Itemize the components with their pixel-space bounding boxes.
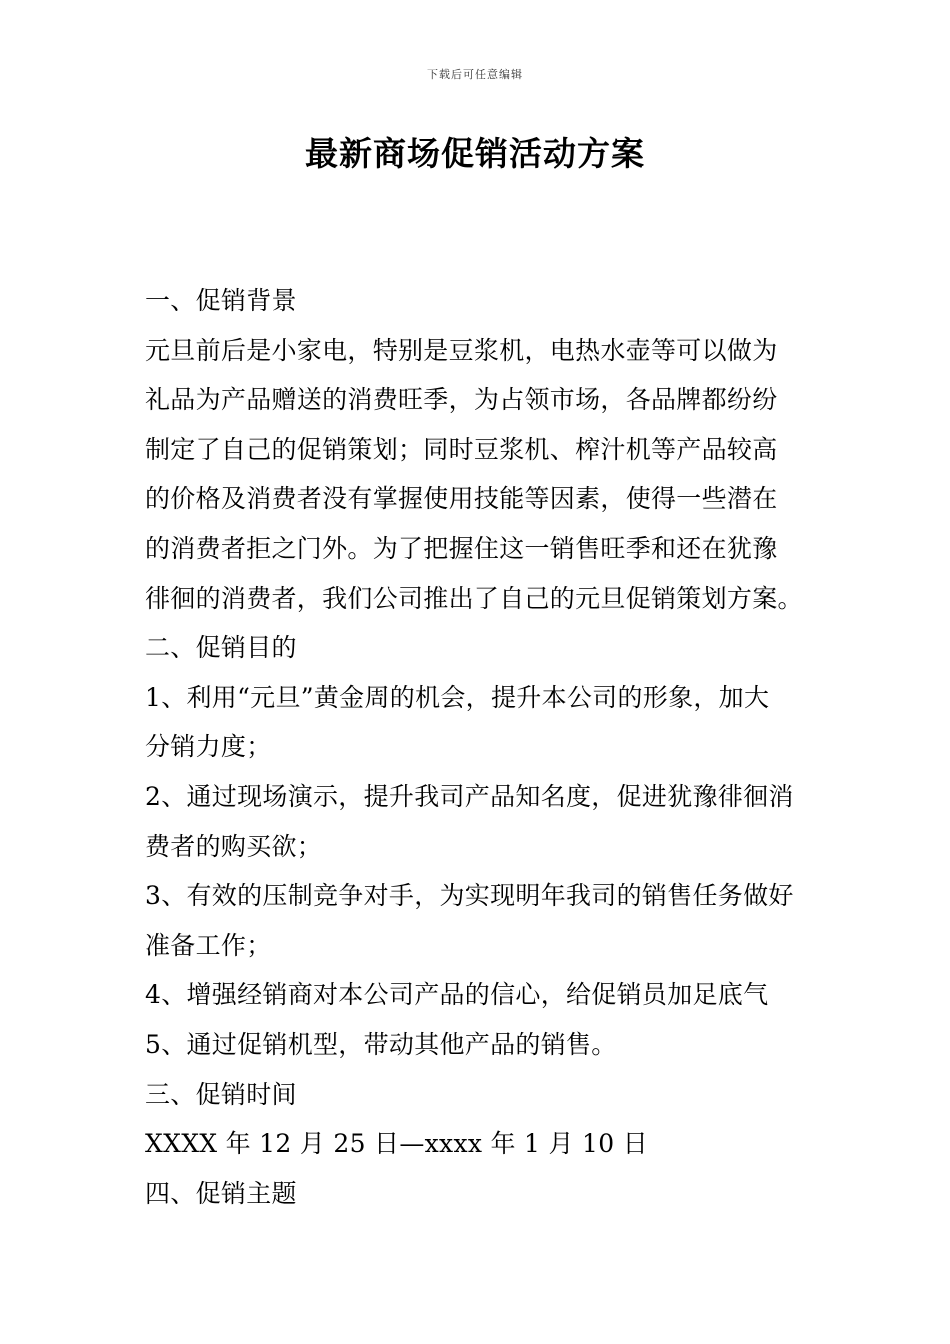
- paragraph-line: 的消费者拒之门外。为了把握住这一销售旺季和还在犹豫: [145, 533, 778, 563]
- promotion-date-range: XXXX 年 12 月 25 日—xxxx 年 1 月 10 日: [145, 1129, 648, 1159]
- list-item-1: 1、利用“元旦”黄金周的机会，提升本公司的形象，加大: [145, 682, 770, 712]
- paragraph-line: 徘徊的消费者，我们公司推出了自己的元旦促销策划方案。: [145, 583, 803, 613]
- paragraph-line: 的价格及消费者没有掌握使用技能等因素，使得一些潜在: [145, 484, 778, 514]
- paragraph-line: 元旦前后是小家电，特别是豆浆机，电热水壶等可以做为: [145, 335, 778, 365]
- document-title: 最新商场促销活动方案: [305, 134, 645, 173]
- section-heading-time: 三、促销时间: [145, 1079, 297, 1109]
- section-heading-purpose: 二、促销目的: [145, 633, 297, 663]
- paragraph-line: 礼品为产品赠送的消费旺季，为占领市场，各品牌都纷纷: [145, 385, 778, 415]
- list-item-2-continued: 费者的购买欲；: [145, 831, 323, 861]
- list-item-1-continued: 分销力度；: [145, 732, 272, 762]
- list-item-3-continued: 准备工作；: [145, 930, 272, 960]
- list-item-2: 2、通过现场演示，提升我司产品知名度，促进犹豫徘徊消: [145, 781, 794, 811]
- list-item-5: 5、通过促销机型，带动其他产品的销售。: [145, 1029, 617, 1059]
- document-body: [145, 276, 810, 1218]
- section-heading-theme: 四、促销主题: [145, 1178, 297, 1208]
- section-heading-background: 一、促销背景: [145, 286, 297, 315]
- header-note: 下载后可任意编辑: [427, 68, 523, 81]
- list-item-3: 3、有效的压制竞争对手，为实现明年我司的销售任务做好: [145, 881, 794, 911]
- list-item-4: 4、增强经销商对本公司产品的信心，给促销员加足底气: [145, 980, 769, 1010]
- paragraph-line: 制定了自己的促销策划；同时豆浆机、榨汁机等产品较高: [145, 434, 778, 464]
